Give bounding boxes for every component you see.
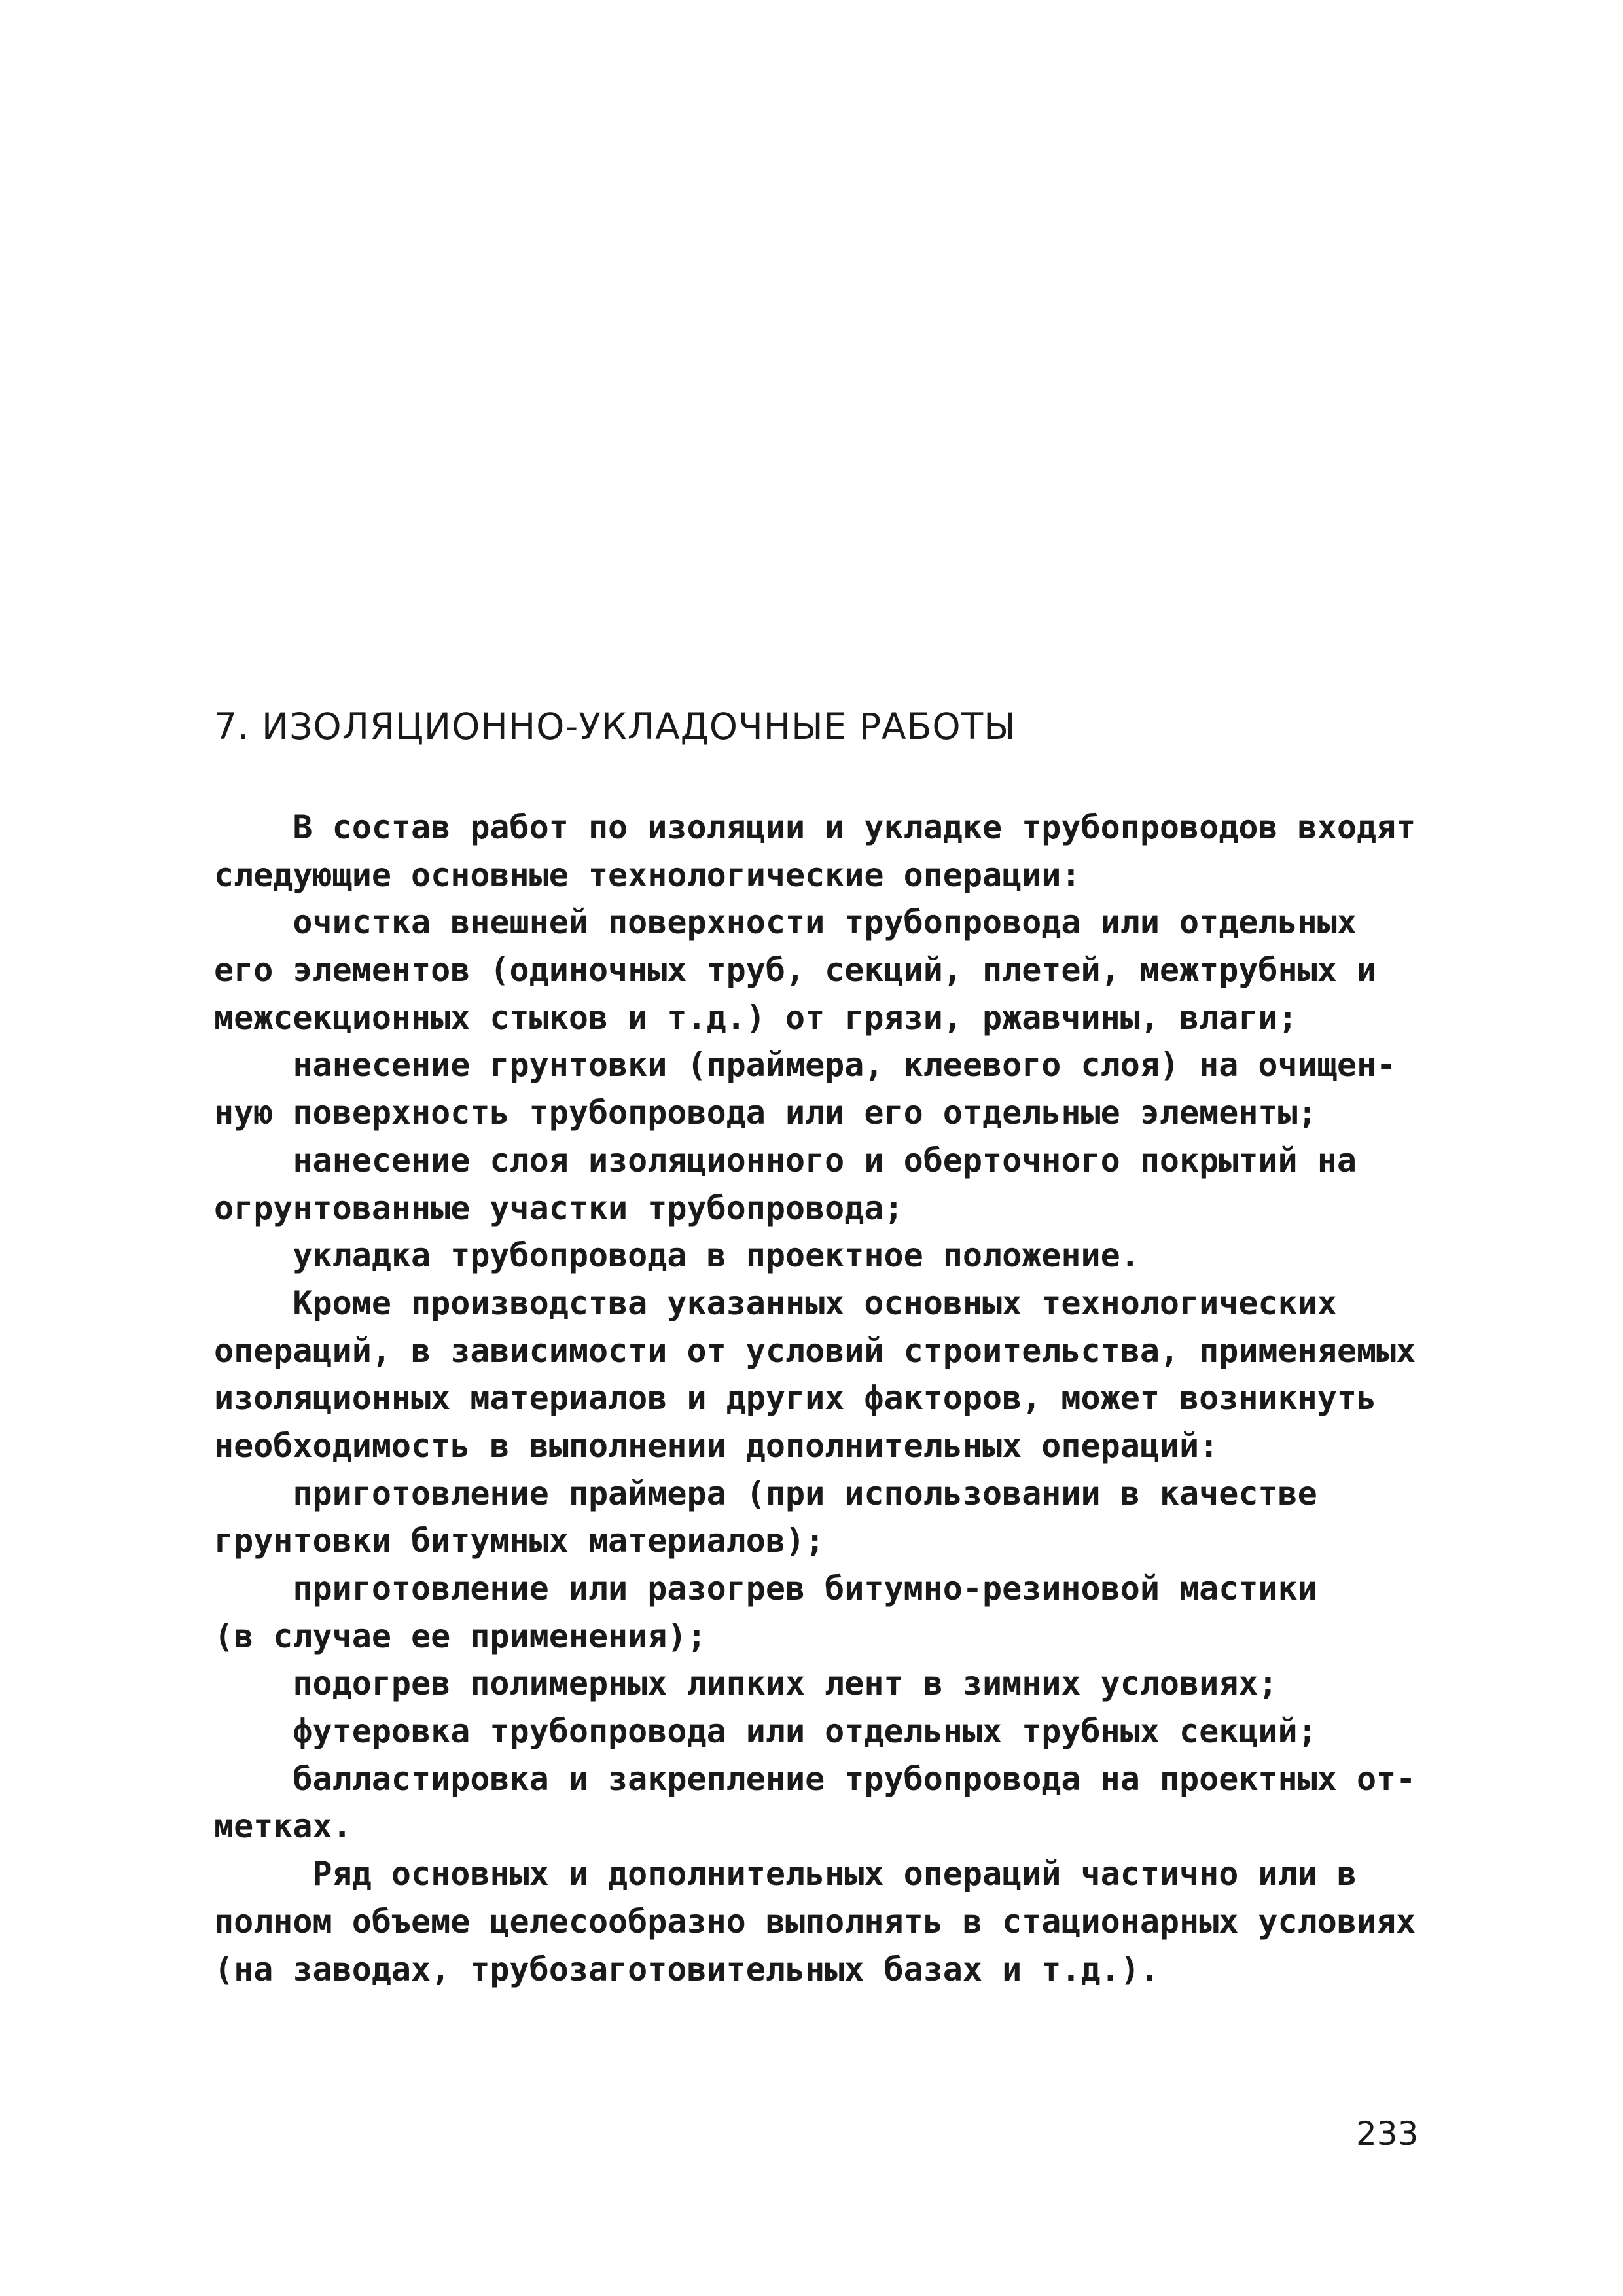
text-line: его элементов (одиночных труб, секций, плетей, межтрубных и xyxy=(214,951,1377,990)
text-line: Кроме производства указанных основных технологических xyxy=(214,1283,1337,1322)
text-line: полном объеме целесообразно выполнять в стационарных условиях xyxy=(214,1902,1416,1941)
text-line: приготовление праймера (при использовании в качестве xyxy=(214,1474,1317,1513)
text-line: операций, в зависимости от условий строительства, применяемых xyxy=(214,1331,1416,1370)
text-line: укладка трубопровода в проектное положение. xyxy=(214,1236,1140,1275)
text-line: (в случае ее применения); xyxy=(214,1617,707,1655)
text-line: межсекционных стыков и т.д.) от грязи, ржавчины, влаги; xyxy=(214,998,1298,1037)
text-line: ную поверхность трубопровода или его отдельные элементы; xyxy=(214,1094,1317,1132)
text-line: балластировка и закрепление трубопровода на проектных от- xyxy=(214,1759,1416,1798)
text-line: грунтовки битумных материалов); xyxy=(214,1522,825,1560)
page-number: 233 xyxy=(1356,2115,1419,2153)
text-line: огрунтованные участки трубопровода; xyxy=(214,1189,904,1227)
body-text xyxy=(214,804,1431,1993)
text-line: очистка внешней поверхности трубопровода или отдельных xyxy=(214,903,1357,942)
text-line: нанесение грунтовки (праймера, клеевого слоя) на очищен- xyxy=(214,1046,1397,1085)
text-line: подогрев полимерных липких лент в зимних условиях; xyxy=(214,1664,1278,1703)
text-line: следующие основные технологические операции: xyxy=(214,855,1081,894)
text-line: Ряд основных и дополнительных операций частично или в xyxy=(214,1855,1357,1893)
text-line: (на заводах, трубозаготовительных базах и т.д.). xyxy=(214,1950,1160,1988)
text-line: метках. xyxy=(214,1807,352,1846)
text-line: нанесение слоя изоляционного и оберточного покрытий на xyxy=(214,1141,1357,1179)
text-line: футеровка трубопровода или отдельных трубных секций; xyxy=(214,1712,1317,1751)
section-heading: 7. ИЗОЛЯЦИОННО-УКЛАДОЧНЫЕ РАБОТЫ xyxy=(214,706,1016,747)
text-line: приготовление или разогрев битумно-резиновой мастики xyxy=(214,1570,1317,1607)
text-line: необходимость в выполнении дополнительных операций: xyxy=(214,1426,1219,1465)
text-line: В состав работ по изоляции и укладке трубопроводов входят xyxy=(214,808,1416,846)
text-line: изоляционных материалов и других факторов, может возникнуть xyxy=(214,1379,1377,1418)
